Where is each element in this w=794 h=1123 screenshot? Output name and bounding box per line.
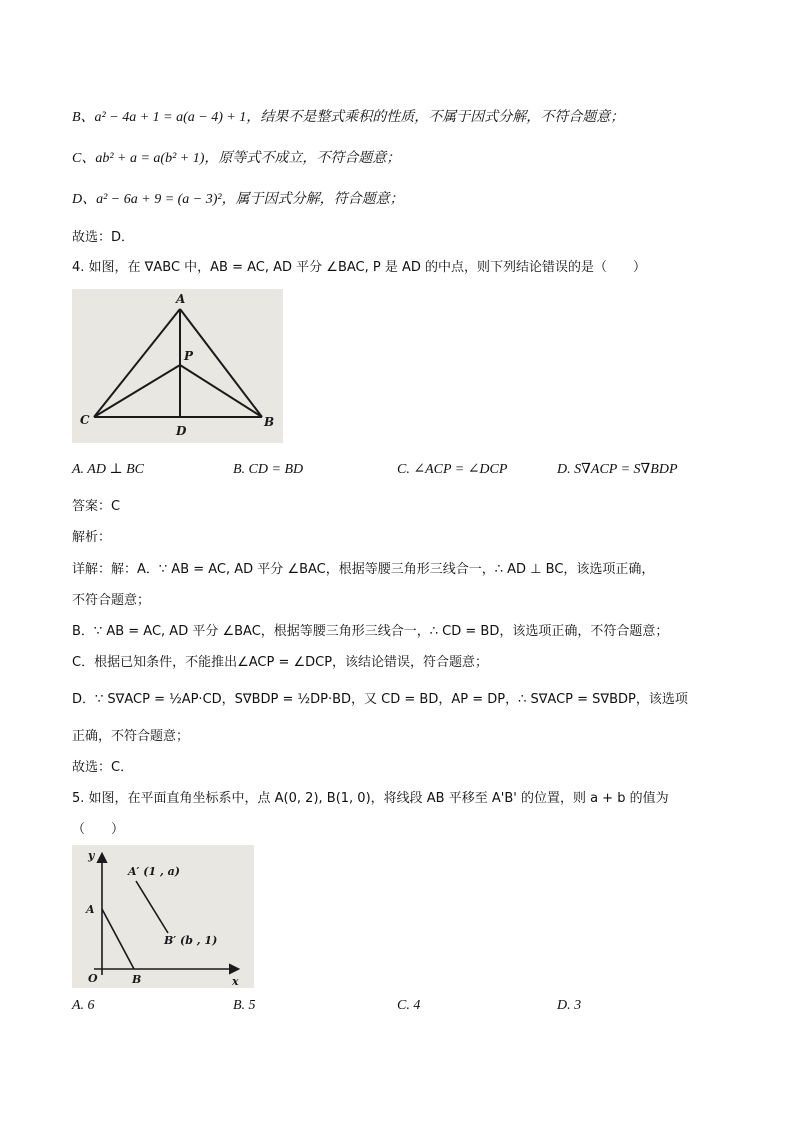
q4-answer: 答案：C: [72, 499, 121, 514]
q5-option-d: D. 3: [557, 998, 582, 1013]
q4-option-a: A. AD ⊥ BC: [72, 462, 145, 477]
question-5-figure: [72, 845, 254, 988]
question-5-stem-paren: （ ）: [72, 822, 125, 837]
label-B-prime: B′ (b , 1): [164, 934, 218, 947]
option-b-explanation: B、a² − 4a + 1 = a(a − 4) + 1，结果不是整式乘积的性质，不属于因式分解，不符合题意；: [72, 110, 625, 125]
triangle-lines: [94, 309, 262, 417]
q4-option-d: D. S∇ACP = S∇BDP: [557, 462, 678, 477]
q4-analysis-label: 解析：: [72, 530, 112, 545]
label-B: B: [132, 973, 142, 986]
q5-option-c: C. 4: [397, 998, 421, 1013]
segment-AprimeBprime: [136, 881, 168, 933]
q4-detail-c: C．根据已知条件，不能推出∠ACP = ∠DCP，该结论错误，符合题意；: [72, 655, 489, 670]
question-5-stem: 5. 如图，在平面直角坐标系中，点 A(0, 2), B(1, 0)，将线段 AB 平移至 A'B' 的位置，则 a + b 的值为: [72, 791, 669, 806]
label-B: B: [264, 415, 275, 429]
option-c-explanation: C、ab² + a = a(b² + 1)，原等式不成立，不符合题意；: [72, 151, 401, 166]
label-A: A: [86, 903, 95, 916]
label-A-prime: A′ (1 , a): [128, 865, 180, 878]
q4-detail-d: D．∵ S∇ACP = ½AP·CD，S∇BDP = ½DP·BD，又 CD = BD，AP = DP，∴ S∇ACP = S∇BDP，该选项: [72, 692, 688, 707]
question-4-figure: [72, 289, 283, 443]
label-x: x: [232, 975, 239, 988]
q5-option-a: A. 6: [72, 998, 95, 1013]
q5-option-b: B. 5: [233, 998, 256, 1013]
label-P: P: [184, 349, 194, 363]
q4-option-b: B. CD = BD: [233, 462, 304, 477]
label-A: A: [176, 292, 186, 306]
label-O: O: [88, 972, 98, 985]
label-D: D: [176, 424, 187, 438]
question-4-stem: 4. 如图，在 ∇ABC 中，AB = AC, AD 平分 ∠BAC, P 是 AD 的中点，则下列结论错误的是（ ）: [72, 260, 647, 275]
previous-answer: 故选：D．: [72, 230, 135, 245]
q4-detail-b: B．∵ AB = AC, AD 平分 ∠BAC，根据等腰三角形三线合一，∴ CD = BD，该选项正确，不符合题意；: [72, 624, 669, 639]
option-d-explanation: D、a² − 6a + 9 = (a − 3)²，属于因式分解，符合题意；: [72, 192, 404, 207]
label-C: C: [80, 413, 90, 427]
q4-conclusion: 故选：C．: [72, 760, 134, 775]
q4-option-c: C. ∠ACP = ∠DCP: [397, 462, 508, 477]
q4-detail-d-cont: 正确，不符合题意；: [72, 729, 190, 744]
label-y: y: [88, 849, 95, 862]
segment-AB: [102, 909, 134, 969]
q4-detail-a-cont: 不符合题意；: [72, 593, 151, 608]
q4-detail-a: 详解：解：A．∵ AB = AC, AD 平分 ∠BAC，根据等腰三角形三线合一，∴ AD ⊥ BC，该选项正确，: [72, 562, 655, 577]
